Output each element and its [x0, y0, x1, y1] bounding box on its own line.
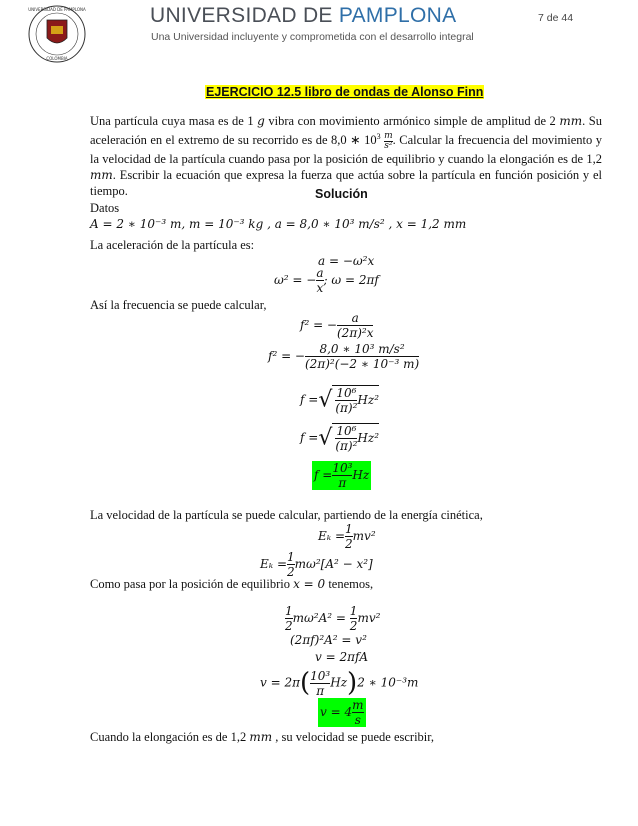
eq-f1: f² = − $\frac{a}{\text{(2π)²x}}$: [300, 311, 374, 340]
eq-ek2: Eₖ = $\frac{1}{2}$ mω²[A² − x²]: [260, 550, 373, 579]
page-number: 7 de 44: [538, 12, 574, 24]
eq-v3: v = 2πfA: [315, 650, 369, 664]
last-text: Cuando la elongación es de 1,2 mm , su velocidad se puede escribir,: [90, 730, 435, 744]
accel-text: La aceleración de la partícula es:: [90, 238, 255, 252]
eq-acceleration: a = −ω²x: [318, 254, 375, 268]
header-subtitle: Una Universidad incluyente y comprometida con el desarrollo integral: [151, 31, 474, 43]
velocity-text: La velocidad de la partícula se puede calcular, partiendo de la energía cinética,: [90, 508, 483, 522]
eq-f4: f =√ $\frac{\text{10⁶}}{\text{(π)²}}$ Hz²: [300, 424, 380, 453]
header-title: UNIVERSIDAD DE PAMPLONA: [150, 4, 457, 27]
solution-heading: Solución: [315, 187, 368, 201]
eq-v1: $\frac{1}{2}$ mω²A² = $\frac{1}{2}$ mv²: [285, 604, 381, 633]
problem-statement: Una partícula cuya masa es de 1 g vibra con movimiento armónico simple de amplitud de 2 mm. Su aceleración en el extremo de su recorrido es de 8,0 ∗ $10^3$ $\frac{m}{\text{s²}}$ . Calcular la frecuencia del movimiento y la velocidad de la partícula cuando pasa por la posición de equilibrio y cuando la elongación es de 1,2 mm. Escribir la ecuación que expresa la fuerza que actúa sobre la partícula en función posición y el tiempo.: [90, 114, 603, 198]
eq-f2: f² = − $\frac{\text{8,0 ∗ 10³ m/s²}}{\text{(2π)²(−2 ∗ 10⁻³ m)}}$: [268, 342, 420, 371]
university-logo: [18, 4, 96, 64]
eq-v4: v = 2π( $\frac{\text{10³}}{\pi}$ Hz)2 ∗ 10⁻³m: [260, 668, 419, 698]
exercise-title: EJERCICIO 12.5 libro de ondas de Alonso Finn: [206, 85, 484, 99]
eq-ek1: Eₖ = $\frac{1}{2}$ mv²: [318, 522, 376, 551]
freq-text: Así la frecuencia se puede calcular,: [90, 298, 267, 312]
logo-text-bottom: COLOMBIA: [46, 56, 68, 61]
logo-text-top: UNIVERSIDAD DE PAMPLONA: [28, 7, 86, 12]
datos-equation: A = 2 ∗ 10⁻³ m, m = 10⁻³ kg , a = 8,0 ∗ 10³ m/s² , x = 1,2 mm: [90, 217, 467, 231]
datos-label: Datos: [90, 201, 120, 215]
eq-v5-result: v = 4 $\frac{m}{s}$: [320, 698, 364, 727]
eq-f3: f =√ $\frac{\text{10⁶}}{\text{(π)²}}$ Hz²: [300, 386, 380, 415]
equilibrium-text: Como pasa por la posición de equilibrio x = 0 tenemos,: [90, 577, 374, 591]
eq-v2: (2πf)²A² = v²: [290, 633, 367, 647]
eq-f5-result: f = $\frac{\text{10³}}{\pi}$ Hz: [314, 461, 370, 490]
eq-omega: ω² = − $\frac{a}{x}$ ; ω = 2πf: [274, 266, 379, 295]
